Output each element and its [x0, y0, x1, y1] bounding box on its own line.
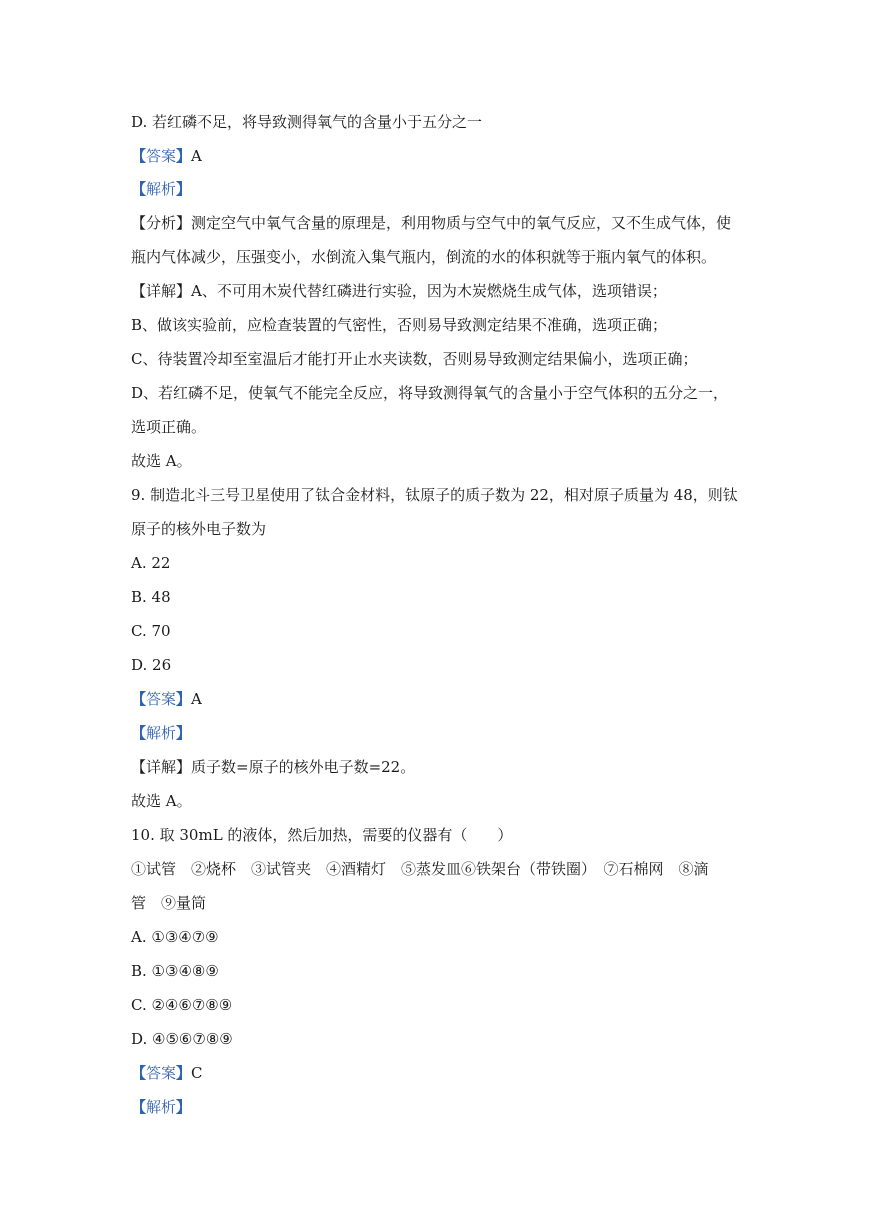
line-text: A [191, 147, 202, 165]
line-text: 选项正确。 [131, 418, 207, 436]
line-text: D. 若红磷不足，将导致测得氧气的含量小于五分之一 [131, 113, 483, 131]
q9-answer [131, 689, 202, 709]
q8-conclusion [131, 451, 192, 471]
line-text: 故选 A。 [131, 452, 192, 470]
line-text: A. 22 [131, 554, 171, 572]
q9-stem-line2 [131, 519, 266, 539]
line-text: A. ①③④⑦⑨ [131, 928, 219, 946]
line-text: D. 26 [131, 656, 172, 674]
q10-option-d [131, 1029, 233, 1049]
line-text: B. 48 [131, 588, 171, 606]
q9-analysis-label [131, 723, 191, 743]
line-text: D. ④⑤⑥⑦⑧⑨ [131, 1030, 233, 1048]
line-text: 管 ⑨量筒 [131, 894, 207, 912]
line-text: 故选 A。 [131, 792, 192, 810]
section-tag: 【解析】 [131, 180, 192, 198]
line-text: C、待装置冷却至室温后才能打开止水夹读数，否则易导致测定结果偏小，选项正确； [131, 350, 698, 368]
section-tag: 【解析】 [131, 724, 192, 742]
q9-option-a [131, 553, 170, 573]
section-tag: 【答案】 [131, 690, 192, 708]
q8-analysis-label [131, 179, 191, 199]
q10-items-line1 [131, 859, 709, 879]
line-text: C [191, 1064, 203, 1082]
line-text: 瓶内气体减少，压强变小，水倒流入集气瓶内，倒流的水的体积就等于瓶内氧气的体积。 [131, 248, 717, 266]
line-text: B、做该实验前，应检查装置的气密性，否则易导致测定结果不准确，选项正确； [131, 316, 668, 334]
q8-detail-a [131, 281, 667, 301]
q8-option-d [131, 112, 482, 132]
q8-detail-c [131, 349, 697, 369]
line-text: 10. 取 30mL 的液体，然后加热，需要的仪器有（ ） [131, 826, 513, 844]
line-text: A [191, 690, 202, 708]
q9-option-d [131, 655, 171, 675]
q10-option-a [131, 927, 219, 947]
q8-answer [131, 146, 202, 166]
q8-detail-d-line1 [131, 383, 728, 403]
q9-option-c [131, 621, 171, 641]
q10-option-b [131, 961, 219, 981]
q9-detail [131, 757, 415, 777]
line-text: 原子的核外电子数为 [131, 520, 267, 538]
line-text: C. ②④⑥⑦⑧⑨ [131, 996, 233, 1014]
q9-conclusion [131, 791, 192, 811]
line-text: D、若红磷不足，使氧气不能完全反应，将导致测得氧气的含量小于空气体积的五分之一， [131, 384, 729, 402]
section-tag-label: 解析 [146, 1098, 177, 1116]
line-text: 【详解】质子数=原子的核外电子数=22。 [131, 758, 416, 776]
section-tag: 【答案】 [131, 1064, 192, 1082]
q8-fenxi-line2 [131, 247, 716, 267]
section-tag-label: 答案 [146, 1064, 177, 1082]
q9-stem-line1 [131, 485, 738, 505]
line-text: ①试管 ②烧杯 ③试管夹 ④酒精灯 ⑤蒸发皿⑥铁架台（带铁圈） ⑦石棉网 ⑧滴 [131, 860, 709, 878]
q10-stem [131, 825, 512, 845]
q10-analysis-label [131, 1097, 191, 1117]
section-tag-label: 答案 [146, 690, 177, 708]
section-tag: 【答案】 [131, 147, 192, 165]
section-tag-label: 解析 [146, 180, 177, 198]
q8-detail-b [131, 315, 667, 335]
q10-items-line2 [131, 893, 206, 913]
line-text: C. 70 [131, 622, 171, 640]
q10-option-c [131, 995, 232, 1015]
q8-fenxi-line1 [131, 213, 731, 233]
line-text: B. ①③④⑧⑨ [131, 962, 219, 980]
line-text: 【分析】测定空气中氧气含量的原理是，利用物质与空气中的氧气反应，又不生成气体，使 [131, 214, 732, 232]
section-tag-label: 解析 [146, 724, 177, 742]
section-tag-label: 答案 [146, 147, 177, 165]
section-tag: 【解析】 [131, 1098, 192, 1116]
line-text: 【详解】A、不可用木炭代替红磷进行实验，因为木炭燃烧生成气体，选项错误； [131, 282, 667, 300]
q9-option-b [131, 587, 171, 607]
line-text: 9. 制造北斗三号卫星使用了钛合金材料，钛原子的质子数为 22，相对原子质量为 48，则钛 [131, 486, 738, 504]
q8-detail-d-line2 [131, 417, 206, 437]
q10-answer [131, 1063, 203, 1083]
